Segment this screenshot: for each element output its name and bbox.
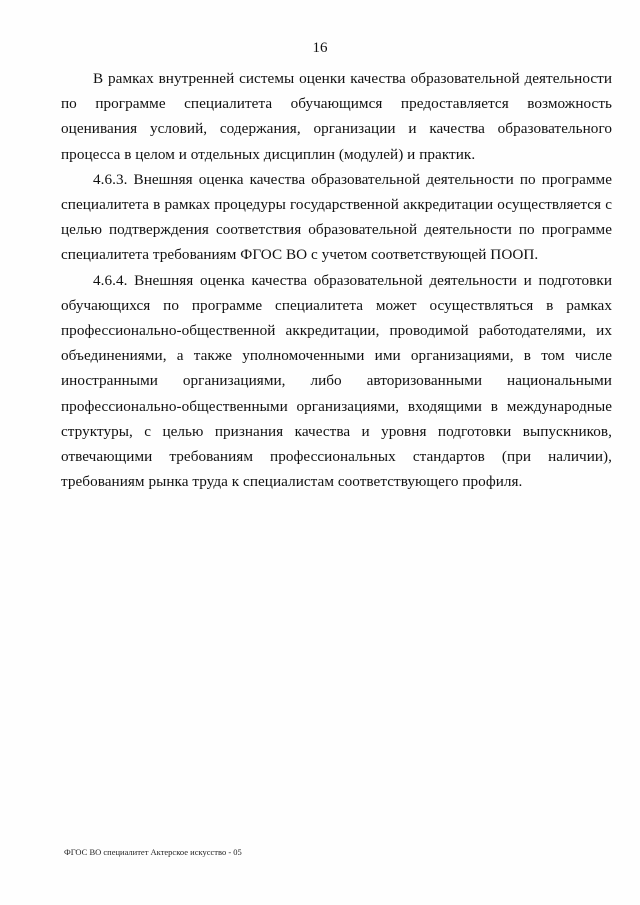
paragraph-4-6-4: 4.6.4. Внешняя оценка качества образовательной деятельности и подготовки обучающихся по программе специалитета может осуществляться в рамках профессионально-общественной аккредитации, проводимой работодателями, их объединениями, а также уполномоченными ими организациями, в том числе иностранными организациями, либо авторизованными национальными профессионально-общественными организациями, входящими в международные структуры, с целью признания качества и уровня подготовки выпускников, отвечающими требованиям профессиональных стандартов (при наличии), требованиям рынка труда к специалистам соответствующего профиля.: [61, 271, 612, 491]
page-number: 16: [312, 40, 328, 56]
document-body: [61, 66, 612, 494]
document-footer: ФГОС ВО специалитет Актерское искусство - 05: [64, 847, 242, 857]
paragraph-internal-assessment: В рамках внутренней системы оценки качества образовательной деятельности по программе специалитета обучающимся предоставляется возможность оценивания условий, содержания, организации и качества образовательного процесса в целом и отдельных дисциплин (модулей) и практик.: [61, 70, 612, 163]
paragraph-4-6-3: 4.6.3. Внешняя оценка качества образовательной деятельности по программе специалитета в рамках процедуры государственной аккредитации осуществляется с целью подтверждения соответствия образовательной деятельности по программе специалитета требованиям ФГОС ВО с учетом соответствующей ПООП.: [61, 170, 612, 264]
